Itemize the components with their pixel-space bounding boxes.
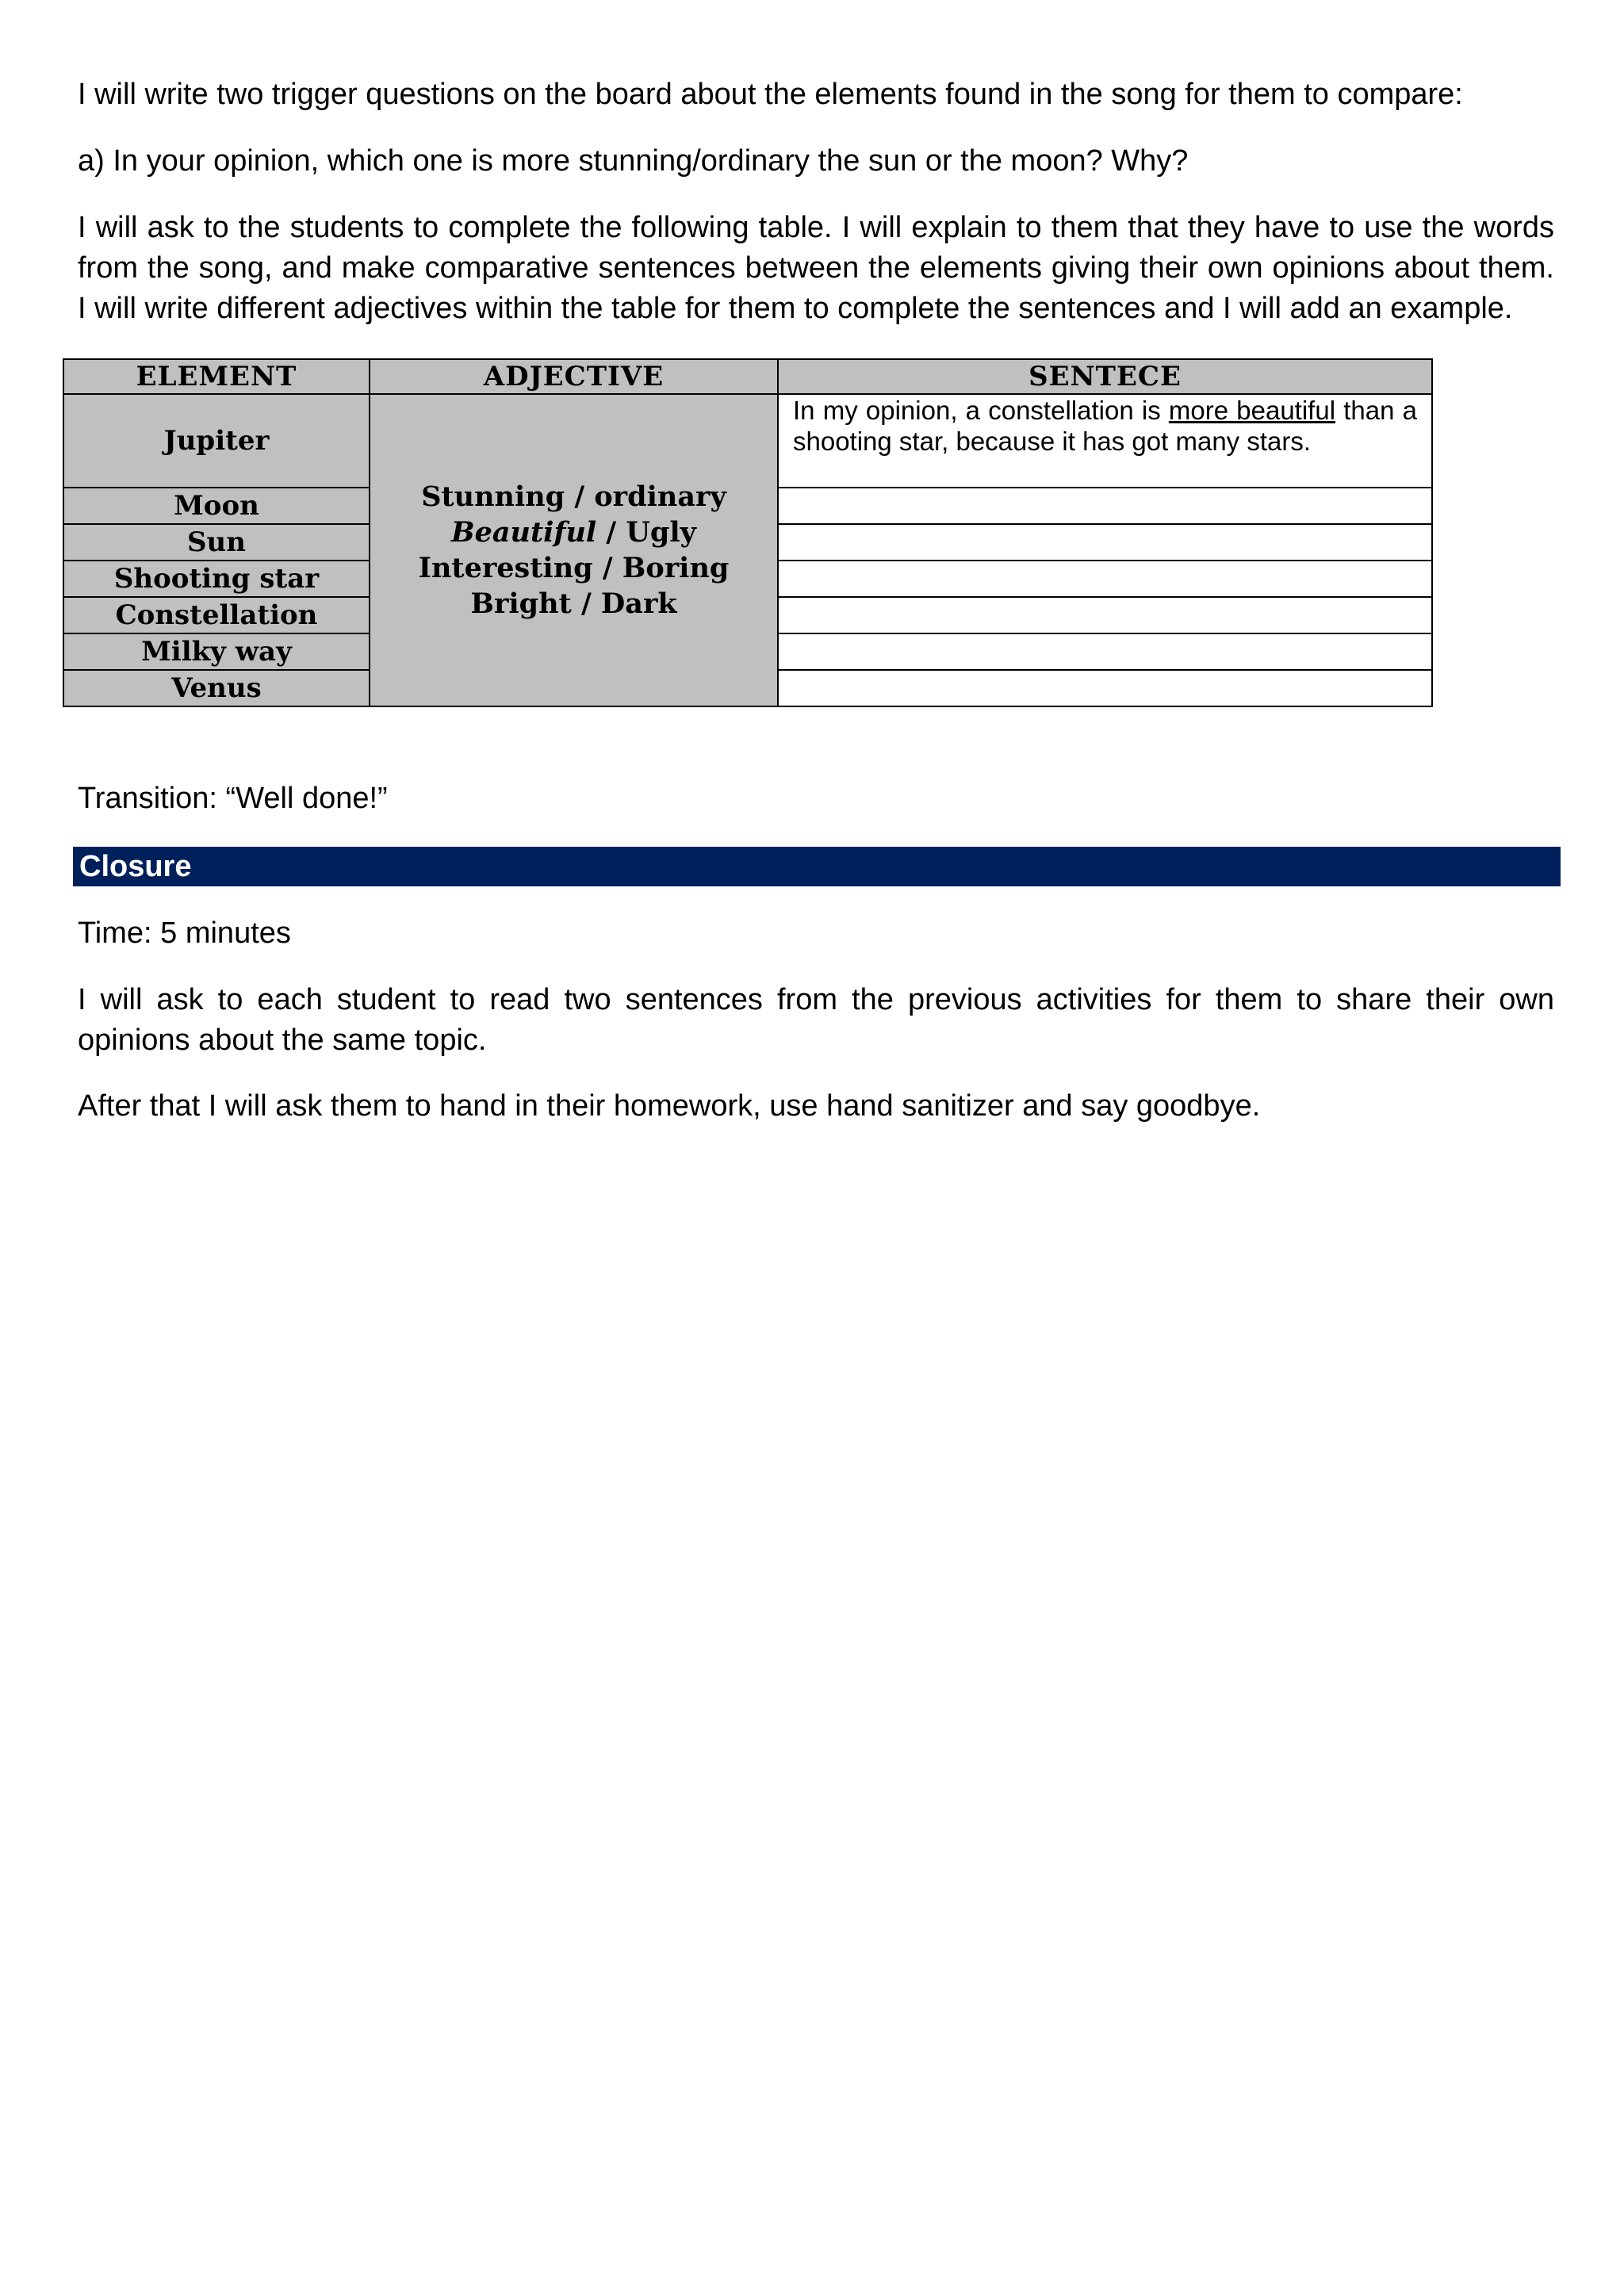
adjective-line: Stunning / ordinary: [421, 480, 726, 513]
closure-paragraph: I will ask to each student to read two sentences from the previous activities for them to share their own opinions about the same topic.: [78, 983, 1554, 1057]
header-adjective: ADJECTIVE: [370, 359, 778, 394]
adjective-rest: / Ugly: [596, 516, 697, 549]
sentence-blank-cell[interactable]: [778, 670, 1432, 706]
comparison-table: [63, 358, 1433, 707]
transition-paragraph: Transition: “Well done!”: [78, 782, 388, 815]
header-element: ELEMENT: [63, 359, 370, 394]
sentence-blank-cell[interactable]: [778, 633, 1432, 670]
element-cell: Jupiter: [63, 394, 370, 488]
example-sentence-start: In my opinion, a constellation is: [793, 396, 1169, 425]
sentence-blank-cell[interactable]: [778, 597, 1432, 633]
instructions-paragraph: I will ask to the students to complete the following table. I will explain to them that they have to use the words from the song, and make comparative sentences between the elements giving their own opinions about them. I will write different adjectives within the table for them to complete the sentences and I will add an example.: [78, 211, 1554, 325]
sentence-blank-cell[interactable]: [778, 561, 1432, 597]
element-cell: Constellation: [63, 597, 370, 633]
adjective-line: Bright / Dark: [470, 587, 677, 620]
trigger-question: a) In your opinion, which one is more stunning/ordinary the sun or the moon? Why?: [78, 144, 1189, 178]
element-cell: Milky way: [63, 633, 370, 670]
adjective-line: [370, 515, 777, 550]
header-sentence: SENTECE: [778, 359, 1432, 394]
element-cell: Venus: [63, 670, 370, 706]
closure-time: Time: 5 minutes: [78, 916, 291, 950]
element-cell: Sun: [63, 524, 370, 561]
example-sentence-end: than a shooting star, because it has got many stars.: [793, 396, 1417, 456]
sentence-blank-cell[interactable]: [778, 488, 1432, 524]
table-header-row: [63, 359, 1432, 394]
closure-paragraph: After that I will ask them to hand in their homework, use hand sanitizer and say goodbye.: [78, 1089, 1261, 1123]
example-sentence-cell: [778, 394, 1432, 488]
element-cell: Shooting star: [63, 561, 370, 597]
example-sentence-underlined: more beautiful: [1168, 396, 1336, 425]
table-row: [63, 394, 1432, 488]
sentence-blank-cell[interactable]: [778, 524, 1432, 561]
adjective-italic: Beautiful: [450, 516, 597, 549]
element-cell: Moon: [63, 488, 370, 524]
intro-paragraph: I will write two trigger questions on the board about the elements found in the song for them to compare:: [78, 78, 1463, 111]
adjective-cell: [370, 394, 778, 706]
closure-section-heading: Closure: [73, 847, 1561, 886]
adjective-line: Interesting / Boring: [418, 552, 730, 584]
